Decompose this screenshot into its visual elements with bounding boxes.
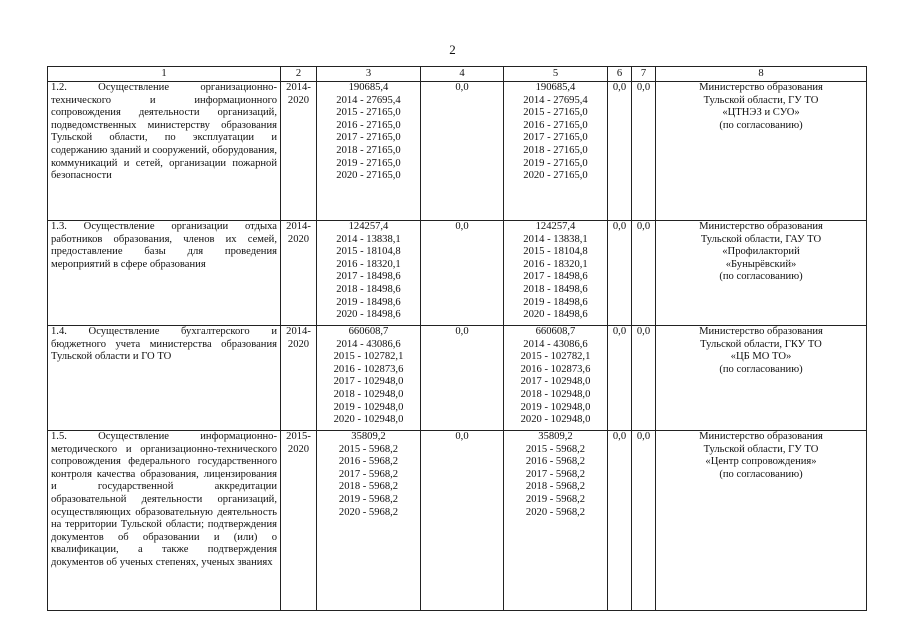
- funding-year: 2017 - 5968,2: [525, 468, 586, 480]
- funding-year: 2019 - 27165,0: [336, 157, 401, 169]
- period-cell: [281, 431, 317, 611]
- funding-year: 2020 - 102948,0: [520, 414, 591, 426]
- funding-total: 124257,4: [535, 221, 576, 232]
- measure-name: 1.4. Осуществление бухгалтерского и бюджетного учета министерства образования Тульской области и ГО ТО: [48, 326, 281, 431]
- page-number: 2: [449, 42, 456, 57]
- period-end: 2020: [287, 443, 310, 455]
- program-table: [47, 66, 867, 611]
- header-cell-1: 1: [48, 67, 281, 82]
- measure-name: 1.5. Осуществление информационно-методического и организационно-технического сопровождения федерального государственного контроля качества образования, лицензирования и государственной аккредитации образовательной деятельности организаций, осуществляющих образовательную деятельность на территории Тульской области; подтверждения документов об образовании и (или) о квалификации, а также подтверждения документов об ученых степенях, ученых званиях: [48, 431, 281, 611]
- header-cell-5: 5: [504, 67, 608, 82]
- funding-year: 2014 - 13838,1: [523, 233, 588, 245]
- funding-year: 2016 - 18320,1: [523, 258, 588, 270]
- total-funding-cell: [317, 431, 421, 611]
- header-cell-4: 4: [421, 67, 504, 82]
- measure-name: 1.3. Осуществление организации отдыха работников образования, членов их семей, предоставление базы для проведения мероприятий в сфере образования: [48, 221, 281, 326]
- funding-year: 2016 - 27165,0: [523, 119, 588, 131]
- executor-line: Министерство образования: [699, 221, 823, 232]
- col7-value: 0,0: [632, 82, 656, 221]
- table-row: [48, 431, 867, 611]
- executor-line: (по согласованию): [719, 271, 803, 283]
- period-cell: [281, 326, 317, 431]
- funding-total: 190685,4: [535, 82, 576, 93]
- col7-value: 0,0: [632, 431, 656, 611]
- executor-cell: [656, 82, 867, 221]
- period-start: 2014-: [286, 82, 311, 93]
- funding-year: 2014 - 43086,6: [336, 338, 401, 350]
- funding-year: 2017 - 18498,6: [523, 271, 588, 283]
- executor-line: Тульской области, ГКУ ТО: [700, 338, 822, 350]
- funding-year: 2019 - 5968,2: [338, 493, 399, 505]
- table-row: [48, 326, 867, 431]
- period-start: 2014-: [286, 326, 311, 337]
- regional-funding-cell: [504, 431, 608, 611]
- funding-year: 2015 - 5968,2: [525, 443, 586, 455]
- funding-year: 2017 - 5968,2: [338, 468, 399, 480]
- funding-year: 2017 - 18498,6: [336, 271, 401, 283]
- period-end: 2020: [287, 233, 310, 245]
- col4-value: 0,0: [421, 326, 504, 431]
- executor-line: «Бунырёвский»: [725, 258, 797, 270]
- funding-year: 2017 - 27165,0: [336, 132, 401, 144]
- funding-total: 190685,4: [348, 82, 389, 93]
- funding-year: 2014 - 13838,1: [336, 233, 401, 245]
- funding-year: 2018 - 102948,0: [520, 388, 591, 400]
- col4-value: 0,0: [421, 221, 504, 326]
- funding-year: 2016 - 18320,1: [336, 258, 401, 270]
- funding-year: 2018 - 5968,2: [525, 481, 586, 493]
- executor-line: (по согласованию): [719, 468, 803, 480]
- col6-value: 0,0: [608, 431, 632, 611]
- executor-line: Министерство образования: [699, 82, 823, 93]
- total-funding-cell: [317, 221, 421, 326]
- funding-year: 2018 - 27165,0: [523, 144, 588, 156]
- executor-line: «Профилакторий: [722, 246, 800, 258]
- funding-year: 2017 - 102948,0: [520, 376, 591, 388]
- funding-year: 2016 - 5968,2: [338, 456, 399, 468]
- funding-year: 2016 - 102873,6: [520, 363, 591, 375]
- header-cell-6: 6: [608, 67, 632, 82]
- funding-year: 2017 - 102948,0: [333, 376, 404, 388]
- funding-total: 660608,7: [535, 326, 576, 337]
- funding-total: 660608,7: [348, 326, 389, 337]
- funding-year: 2016 - 102873,6: [333, 363, 404, 375]
- header-cell-2: 2: [281, 67, 317, 82]
- executor-line: «ЦТНЭЗ и СУО»: [722, 107, 800, 119]
- funding-year: 2018 - 102948,0: [333, 388, 404, 400]
- funding-year: 2015 - 27165,0: [336, 107, 401, 119]
- header-cell-8: 8: [656, 67, 867, 82]
- regional-funding-cell: [504, 82, 608, 221]
- funding-total: 35809,2: [538, 431, 573, 442]
- col4-value: 0,0: [421, 431, 504, 611]
- executor-line: «ЦБ МО ТО»: [730, 351, 792, 363]
- col6-value: 0,0: [608, 221, 632, 326]
- table-row: [48, 221, 867, 326]
- total-funding-cell: [317, 326, 421, 431]
- executor-line: Тульской области, ГУ ТО: [703, 443, 819, 455]
- funding-year: 2019 - 27165,0: [523, 157, 588, 169]
- funding-year: 2018 - 18498,6: [523, 283, 588, 295]
- funding-year: 2018 - 27165,0: [336, 144, 401, 156]
- measure-name: 1.2. Осуществление организационно-технического и информационного сопровождения деятельности организаций, подведомственных министерству образования Тульской области, по эксплуатации и содержанию зданий и сооружений, оборудования, коммуникаций и сетей, организации пожарной безопасности: [48, 82, 281, 221]
- executor-line: Министерство образования: [699, 431, 823, 442]
- funding-year: 2020 - 27165,0: [523, 170, 588, 182]
- total-funding-cell: [317, 82, 421, 221]
- funding-total: 35809,2: [351, 431, 386, 442]
- col6-value: 0,0: [608, 326, 632, 431]
- funding-year: 2014 - 43086,6: [523, 338, 588, 350]
- funding-year: 2019 - 18498,6: [523, 296, 588, 308]
- executor-line: (по согласованию): [719, 363, 803, 375]
- period-start: 2014-: [286, 221, 311, 232]
- funding-year: 2015 - 18104,8: [523, 246, 588, 258]
- funding-year: 2019 - 102948,0: [520, 401, 591, 413]
- funding-year: 2018 - 5968,2: [338, 481, 399, 493]
- col6-value: 0,0: [608, 82, 632, 221]
- funding-year: 2020 - 18498,6: [336, 309, 401, 321]
- executor-line: Министерство образования: [699, 326, 823, 337]
- funding-year: 2020 - 102948,0: [333, 414, 404, 426]
- funding-year: 2019 - 102948,0: [333, 401, 404, 413]
- regional-funding-cell: [504, 221, 608, 326]
- funding-year: 2014 - 27695,4: [523, 94, 588, 106]
- period-start: 2015-: [286, 431, 311, 442]
- funding-year: 2020 - 27165,0: [336, 170, 401, 182]
- period-end: 2020: [287, 94, 310, 106]
- funding-year: 2016 - 5968,2: [525, 456, 586, 468]
- funding-year: 2015 - 27165,0: [523, 107, 588, 119]
- period-end: 2020: [287, 338, 310, 350]
- funding-year: 2017 - 27165,0: [523, 132, 588, 144]
- header-row: [48, 67, 867, 82]
- funding-year: 2019 - 5968,2: [525, 493, 586, 505]
- funding-year: 2015 - 102782,1: [520, 351, 591, 363]
- funding-year: 2015 - 5968,2: [338, 443, 399, 455]
- executor-cell: [656, 221, 867, 326]
- header-cell-3: 3: [317, 67, 421, 82]
- executor-line: Тульской области, ГУ ТО: [703, 94, 819, 106]
- regional-funding-cell: [504, 326, 608, 431]
- funding-year: 2016 - 27165,0: [336, 119, 401, 131]
- funding-year: 2018 - 18498,6: [336, 283, 401, 295]
- col7-value: 0,0: [632, 326, 656, 431]
- executor-cell: [656, 326, 867, 431]
- col4-value: 0,0: [421, 82, 504, 221]
- funding-year: 2019 - 18498,6: [336, 296, 401, 308]
- funding-total: 124257,4: [348, 221, 389, 232]
- executor-cell: [656, 431, 867, 611]
- executor-line: (по согласованию): [719, 119, 803, 131]
- funding-year: 2015 - 18104,8: [336, 246, 401, 258]
- executor-line: «Центр сопровождения»: [705, 456, 817, 468]
- funding-year: 2014 - 27695,4: [336, 94, 401, 106]
- col7-value: 0,0: [632, 221, 656, 326]
- executor-line: Тульской области, ГАУ ТО: [700, 233, 822, 245]
- period-cell: [281, 82, 317, 221]
- funding-year: 2020 - 5968,2: [338, 506, 399, 518]
- header-cell-7: 7: [632, 67, 656, 82]
- funding-year: 2015 - 102782,1: [333, 351, 404, 363]
- funding-year: 2020 - 18498,6: [523, 309, 588, 321]
- table-row: [48, 82, 867, 221]
- funding-year: 2020 - 5968,2: [525, 506, 586, 518]
- period-cell: [281, 221, 317, 326]
